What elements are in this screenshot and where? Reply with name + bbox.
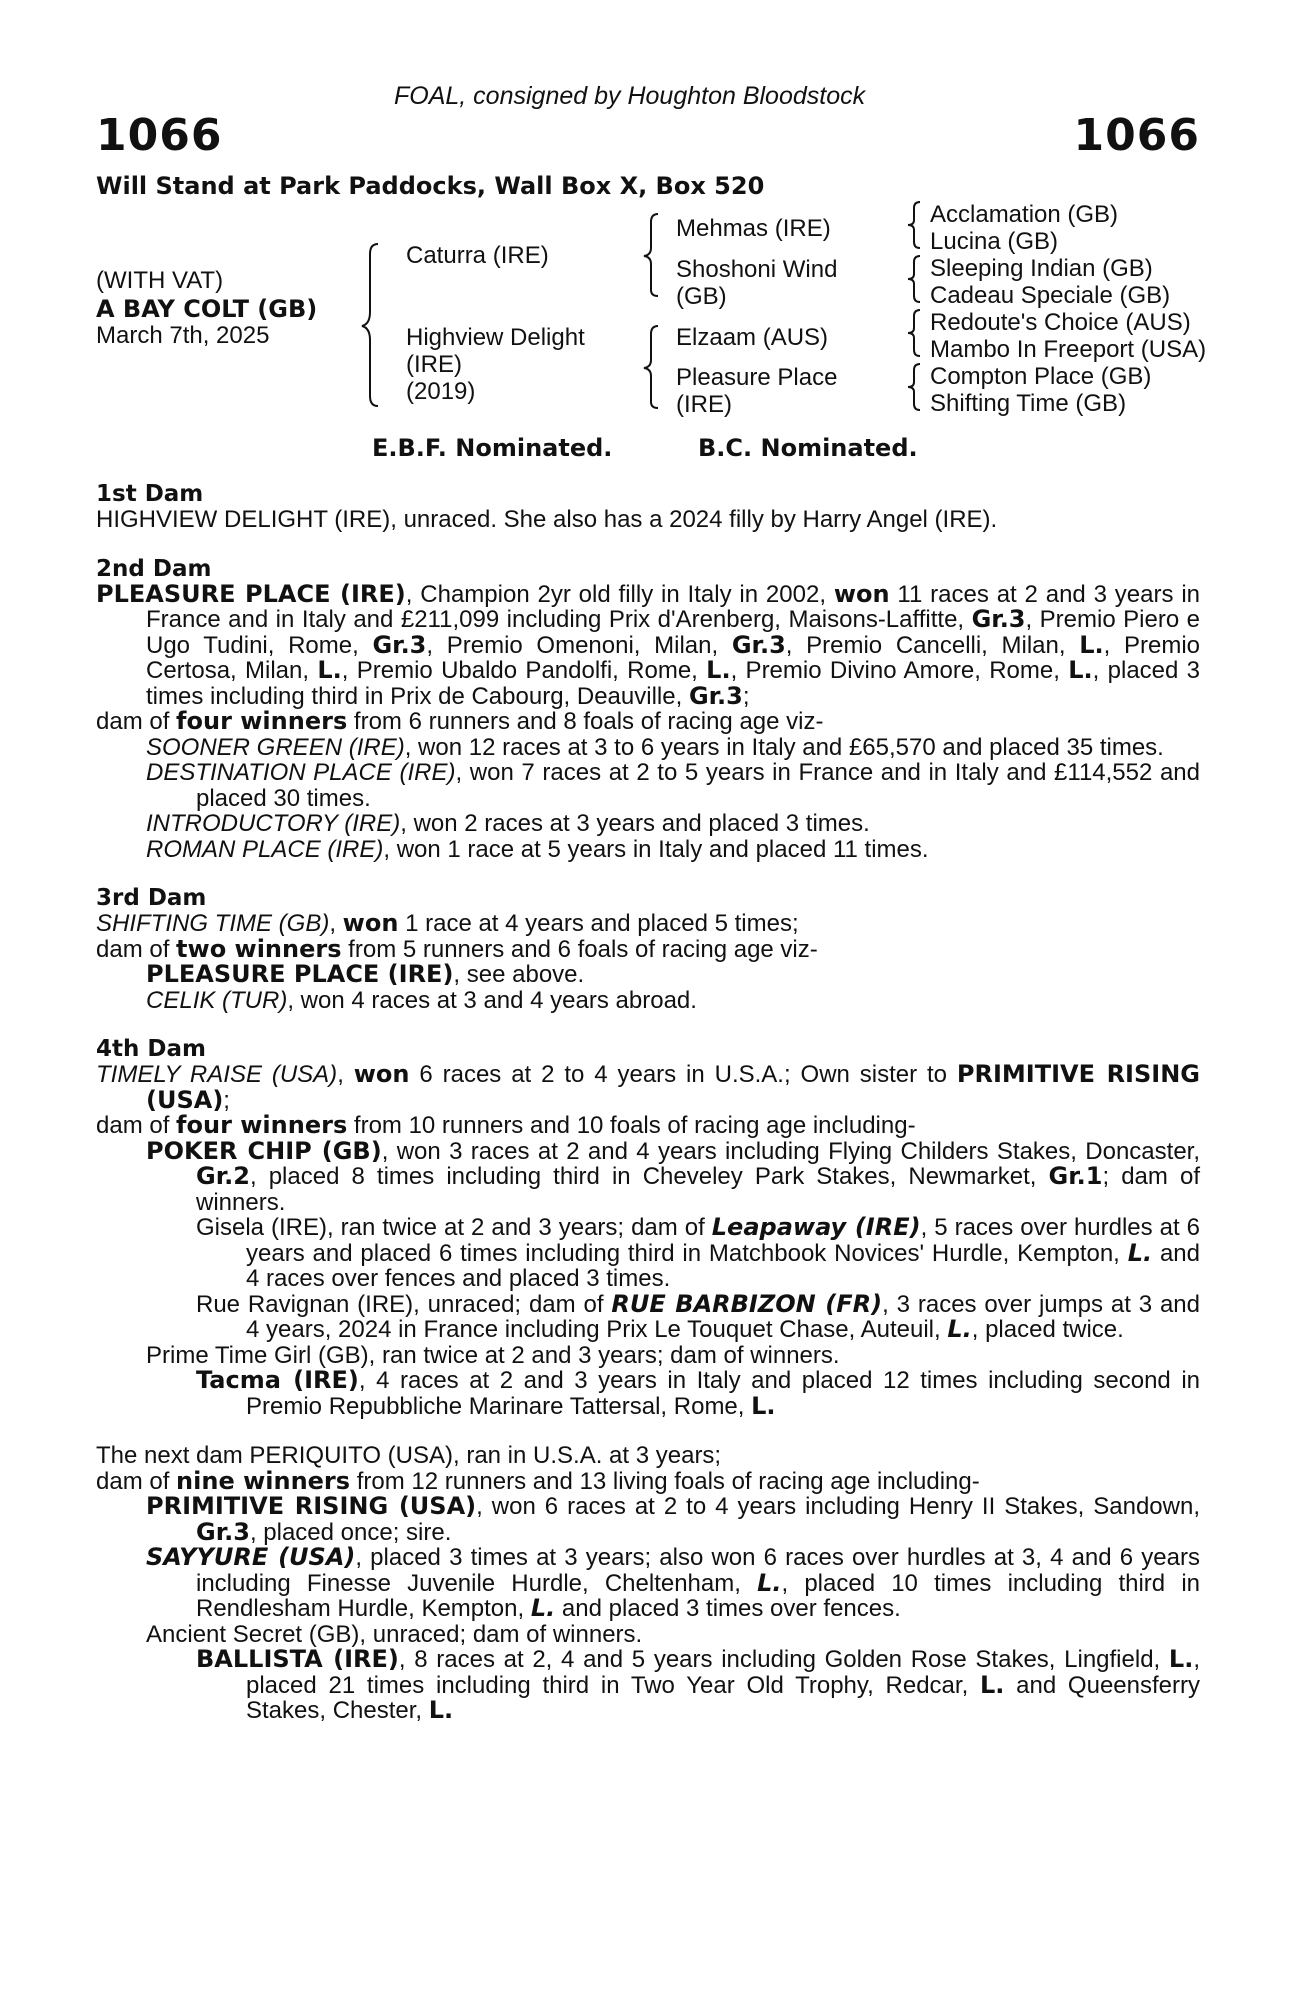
- stand-location: Will Stand at Park Paddocks, Wall Box X, Box 520: [96, 172, 765, 200]
- entry-line: [96, 1062, 1200, 1113]
- entry-line: [96, 1136, 1201, 1216]
- emphasis-run: L.: [428, 1696, 454, 1724]
- text-run: ;: [223, 1086, 230, 1114]
- horse-name: A BAY COLT (GB): [96, 295, 318, 323]
- emphasis-run: L.: [757, 1568, 782, 1597]
- text-run: , won 7 races at 2 to 5 years in France and in Italy and £114,552 and placed 30 times.: [196, 759, 1201, 812]
- section-3rd-dam: [96, 886, 1200, 1013]
- pedigree-brace-g2: [906, 254, 926, 304]
- emphasis-run: POKER CHIP (GB): [146, 1136, 382, 1165]
- text-run: from 12 runners and 13 living foals of racing age including-: [350, 1467, 980, 1495]
- pedigree-sire-dam-line1: Shoshoni Wind: [676, 256, 838, 283]
- pedigree-dam-line3: (2019): [406, 378, 476, 405]
- text-run: The next dam PERIQUITO (USA), ran in U.S.A. at 3 years;: [96, 1442, 722, 1469]
- text-run: , placed 3 times at 3 years; also won 6 races over hurdles at 3, 4 and 6 years including Finesse Juvenile Hurdle, Cheltenham,: [196, 1544, 1200, 1597]
- emphasis-run: L.: [979, 1670, 1005, 1699]
- emphasis-run: DESTINATION PLACE (IRE): [146, 759, 456, 786]
- text-run: , placed 8 times including third in Cheveley Park Stakes, Newmarket,: [249, 1163, 1049, 1190]
- pedigree-brace-g3: [906, 308, 926, 358]
- emphasis-run: L.: [1168, 1645, 1194, 1673]
- pedigree-g3-4: Cadeau Speciale (GB): [930, 282, 1171, 309]
- emphasis-run: SAYYURE (USA): [146, 1543, 356, 1571]
- entry-line: [96, 760, 1200, 811]
- entry-line: [96, 1545, 1200, 1622]
- pedigree-brace-g1: [906, 200, 926, 250]
- emphasis-run: PLEASURE PLACE (IRE): [146, 960, 454, 988]
- text-run: , placed 3 times including third in Prix de Cabourg, Deauville,: [146, 657, 1201, 710]
- entry-line: [96, 911, 1200, 937]
- pedigree-dam-dam-line2: (IRE): [676, 391, 732, 418]
- text-run: ;: [742, 682, 750, 710]
- pedigree-g3-5: Redoute's Choice (AUS): [930, 309, 1191, 336]
- emphasis-run: PLEASURE PLACE (IRE): [96, 579, 406, 608]
- emphasis-run: Gr.3: [731, 630, 786, 659]
- text-run: from 10 runners and 10 foals of racing age including-: [347, 1112, 916, 1139]
- text-run: , won 12 races at 3 to 6 years in Italy and £65,570 and placed 35 times.: [404, 733, 1164, 761]
- emphasis-run: Gr.3: [372, 630, 427, 659]
- text-run: dam of: [96, 708, 177, 735]
- pedigree-sire: Caturra (IRE): [406, 242, 549, 269]
- catalogue-body: [96, 482, 1200, 1748]
- emphasis-run: TIMELY RAISE (USA): [96, 1061, 338, 1088]
- pedigree-dam-line2: (IRE): [406, 351, 462, 378]
- entry-line: [96, 1215, 1200, 1292]
- entry-line: [96, 1443, 1200, 1469]
- entry-line: [96, 988, 1200, 1014]
- emphasis-run: Tacma (IRE): [196, 1366, 359, 1394]
- entry-line: [96, 735, 1200, 761]
- entry-line: [96, 507, 1200, 533]
- text-run: dam of: [96, 1112, 177, 1139]
- pedigree-g3-1: Acclamation (GB): [930, 201, 1119, 228]
- text-run: , 5 races over hurdles at 6 years and placed 6 times including third in Matchbook Novices' Hurdle, Kempton,: [246, 1214, 1200, 1267]
- bc-nominated: B.C. Nominated.: [698, 434, 918, 462]
- entry-line: [96, 709, 1200, 735]
- text-run: , placed twice.: [971, 1316, 1124, 1343]
- entry-line: [96, 1343, 1200, 1369]
- text-run: , Premio Divino Amore, Rome,: [730, 657, 1069, 684]
- pedigree-brace-sire: [642, 210, 666, 300]
- text-run: , won 4 races at 3 and 4 years abroad.: [287, 986, 697, 1014]
- emphasis-run: L.: [530, 1594, 556, 1622]
- pedigree-sire-dam-line2: (GB): [676, 283, 727, 310]
- emphasis-run: four winners: [176, 1111, 348, 1139]
- text-run: dam of: [96, 935, 177, 963]
- pedigree-brace-dam: [642, 322, 666, 412]
- emphasis-run: L.: [1127, 1238, 1153, 1267]
- text-run: and 4 races over fences and placed 3 times.: [246, 1239, 1200, 1292]
- entry-line: [96, 1113, 1200, 1139]
- entry-line: [96, 934, 1200, 963]
- entry-line: [96, 1368, 1200, 1419]
- emphasis-run: nine winners: [176, 1466, 351, 1495]
- entry-line: [96, 1494, 1200, 1545]
- text-run: ; dam of winners.: [196, 1163, 1200, 1216]
- emphasis-run: won: [353, 1060, 410, 1088]
- text-run: Rue Ravignan (IRE), unraced; dam of: [196, 1290, 612, 1318]
- pedigree-dam-sire: Elzaam (AUS): [676, 324, 829, 351]
- emphasis-run: L.: [1068, 656, 1093, 684]
- text-run: dam of: [96, 1467, 177, 1495]
- emphasis-run: SHIFTING TIME (GB): [96, 910, 330, 937]
- section-2nd-dam: [96, 557, 1200, 863]
- text-run: , Premio Ubaldo Pandolfi, Rome,: [341, 657, 707, 684]
- emphasis-run: Leapaway (IRE): [711, 1213, 921, 1241]
- text-run: Gisela (IRE), ran twice at 2 and 3 years; dam of: [196, 1214, 712, 1241]
- section-title: 3rd Dam: [96, 885, 207, 911]
- pedigree-g3-8: Shifting Time (GB): [930, 390, 1127, 417]
- vat-note: (WITH VAT): [96, 267, 224, 294]
- text-run: 1 race at 4 years and placed 5 times;: [398, 910, 799, 937]
- emphasis-run: BALLISTA (IRE): [196, 1645, 399, 1673]
- foaling-date: March 7th, 2025: [96, 322, 270, 349]
- text-run: , won 6 races at 2 to 4 years including Henry II Stakes, Sandown,: [476, 1493, 1201, 1520]
- text-run: 11 races at 2 and 3 years in France and in Italy and £211,099 including Prix d'Arenberg, Maisons-Laffitte,: [146, 580, 1200, 633]
- text-run: , placed 10 times including third in Rendlesham Hurdle, Kempton,: [196, 1569, 1200, 1622]
- text-run: ,: [337, 1061, 354, 1088]
- entry-line: [96, 579, 1201, 710]
- section-title: 2nd Dam: [96, 555, 212, 582]
- section-title: 4th Dam: [96, 1036, 206, 1062]
- text-run: , won 2 races at 3 years and placed 3 times.: [400, 810, 870, 837]
- entry-line: [96, 811, 1200, 837]
- emphasis-run: L.: [947, 1315, 972, 1343]
- entry-line: [96, 837, 1200, 863]
- text-run: and Queensferry Stakes, Chester,: [246, 1671, 1200, 1724]
- emphasis-run: SOONER GREEN (IRE): [146, 733, 405, 761]
- emphasis-run: four winners: [176, 707, 348, 735]
- pedigree-g3-3: Sleeping Indian (GB): [930, 255, 1153, 282]
- pedigree-g3-7: Compton Place (GB): [930, 363, 1152, 390]
- text-run: and placed 3 times over fences.: [555, 1595, 901, 1622]
- text-run: HIGHVIEW DELIGHT (IRE), unraced. She also has a 2024 filly by Harry Angel (IRE).: [96, 506, 998, 533]
- section-next-dam: [96, 1443, 1200, 1724]
- emphasis-run: Gr.1: [1048, 1162, 1103, 1190]
- text-run: , 4 races at 2 and 3 years in Italy and placed 12 times including second in Premio Repubbliche Marinare Tattersal, Rome,: [246, 1367, 1200, 1420]
- text-run: , Premio Omenoni, Milan,: [426, 631, 732, 659]
- pedigree-g3-6: Mambo In Freeport (USA): [930, 336, 1207, 363]
- text-run: , Premio Certosa, Milan,: [146, 631, 1200, 684]
- pedigree-g3-2: Lucina (GB): [930, 228, 1059, 255]
- text-run: Prime Time Girl (GB), ran twice at 2 and 3 years; dam of winners.: [146, 1341, 840, 1369]
- text-run: , won 1 race at 5 years in Italy and placed 11 times.: [383, 835, 929, 863]
- text-run: , see above.: [453, 961, 585, 988]
- section-1st-dam: [96, 482, 1200, 533]
- pedigree-dam-line1: Highview Delight: [406, 324, 585, 351]
- emphasis-run: PRIMITIVE RISING (USA): [146, 1492, 477, 1520]
- entry-line: [96, 1466, 1200, 1495]
- emphasis-run: Gr.3: [196, 1517, 250, 1546]
- emphasis-run: L.: [317, 656, 342, 684]
- emphasis-run: Gr.3: [971, 605, 1026, 633]
- ebf-nominated: E.B.F. Nominated.: [372, 434, 613, 462]
- text-run: , Premio Piero e Ugo Tudini, Rome,: [146, 606, 1200, 659]
- text-run: , Champion 2yr old filly in Italy in 2002,: [405, 580, 834, 608]
- pedigree-brace-g4: [906, 362, 926, 412]
- emphasis-run: L.: [706, 656, 731, 684]
- emphasis-run: won: [342, 909, 399, 937]
- emphasis-run: PRIMITIVE RISING (USA): [146, 1060, 1200, 1114]
- text-run: from 6 runners and 8 foals of racing age viz-: [347, 708, 824, 735]
- text-run: , 3 races over jumps at 3 and 4 years, 2024 in France including Prix Le Touquet Chase, Auteuil,: [246, 1290, 1200, 1343]
- text-run: 6 races at 2 to 4 years in U.S.A.; Own sister to: [409, 1061, 957, 1088]
- section-4th-dam: [96, 1037, 1200, 1419]
- text-run: ,: [329, 910, 343, 937]
- emphasis-run: INTRODUCTORY (IRE): [146, 810, 401, 837]
- text-run: Ancient Secret (GB), unraced; dam of winners.: [146, 1620, 643, 1648]
- text-run: , 8 races at 2, 4 and 5 years including Golden Rose Stakes, Lingfield,: [398, 1646, 1169, 1673]
- emphasis-run: won: [833, 579, 890, 608]
- text-run: , Premio Cancelli, Milan,: [785, 631, 1080, 659]
- lot-number-left: 1066: [96, 110, 223, 161]
- emphasis-run: Gr.3: [688, 681, 743, 710]
- entry-line: [96, 1622, 1200, 1648]
- pedigree-sire-sire: Mehmas (IRE): [676, 215, 831, 242]
- consignment-line: FOAL, consigned by Houghton Bloodstock: [394, 82, 866, 110]
- text-run: , won 3 races at 2 and 4 years including Flying Childers Stakes, Doncaster,: [381, 1137, 1201, 1165]
- emphasis-run: Gr.2: [196, 1162, 250, 1190]
- emphasis-run: two winners: [176, 934, 342, 963]
- entry-line: [96, 962, 1200, 988]
- entry-line: [96, 1289, 1200, 1343]
- emphasis-run: L.: [1079, 630, 1104, 659]
- text-run: from 5 runners and 6 foals of racing age viz-: [341, 935, 818, 963]
- emphasis-run: ROMAN PLACE (IRE): [146, 835, 384, 863]
- emphasis-run: RUE BARBIZON (FR): [611, 1289, 883, 1318]
- emphasis-run: L.: [751, 1391, 776, 1420]
- pedigree-brace-main: [360, 240, 390, 410]
- text-run: , placed 21 times including third in Two Year Old Trophy, Redcar,: [246, 1646, 1200, 1699]
- pedigree-dam-dam-line1: Pleasure Place: [676, 364, 838, 391]
- text-run: , placed once; sire.: [249, 1518, 452, 1546]
- emphasis-run: CELIK (TUR): [146, 986, 288, 1014]
- entry-line: [96, 1647, 1200, 1724]
- lot-number-right: 1066: [1073, 110, 1200, 161]
- section-title: 1st Dam: [96, 481, 204, 507]
